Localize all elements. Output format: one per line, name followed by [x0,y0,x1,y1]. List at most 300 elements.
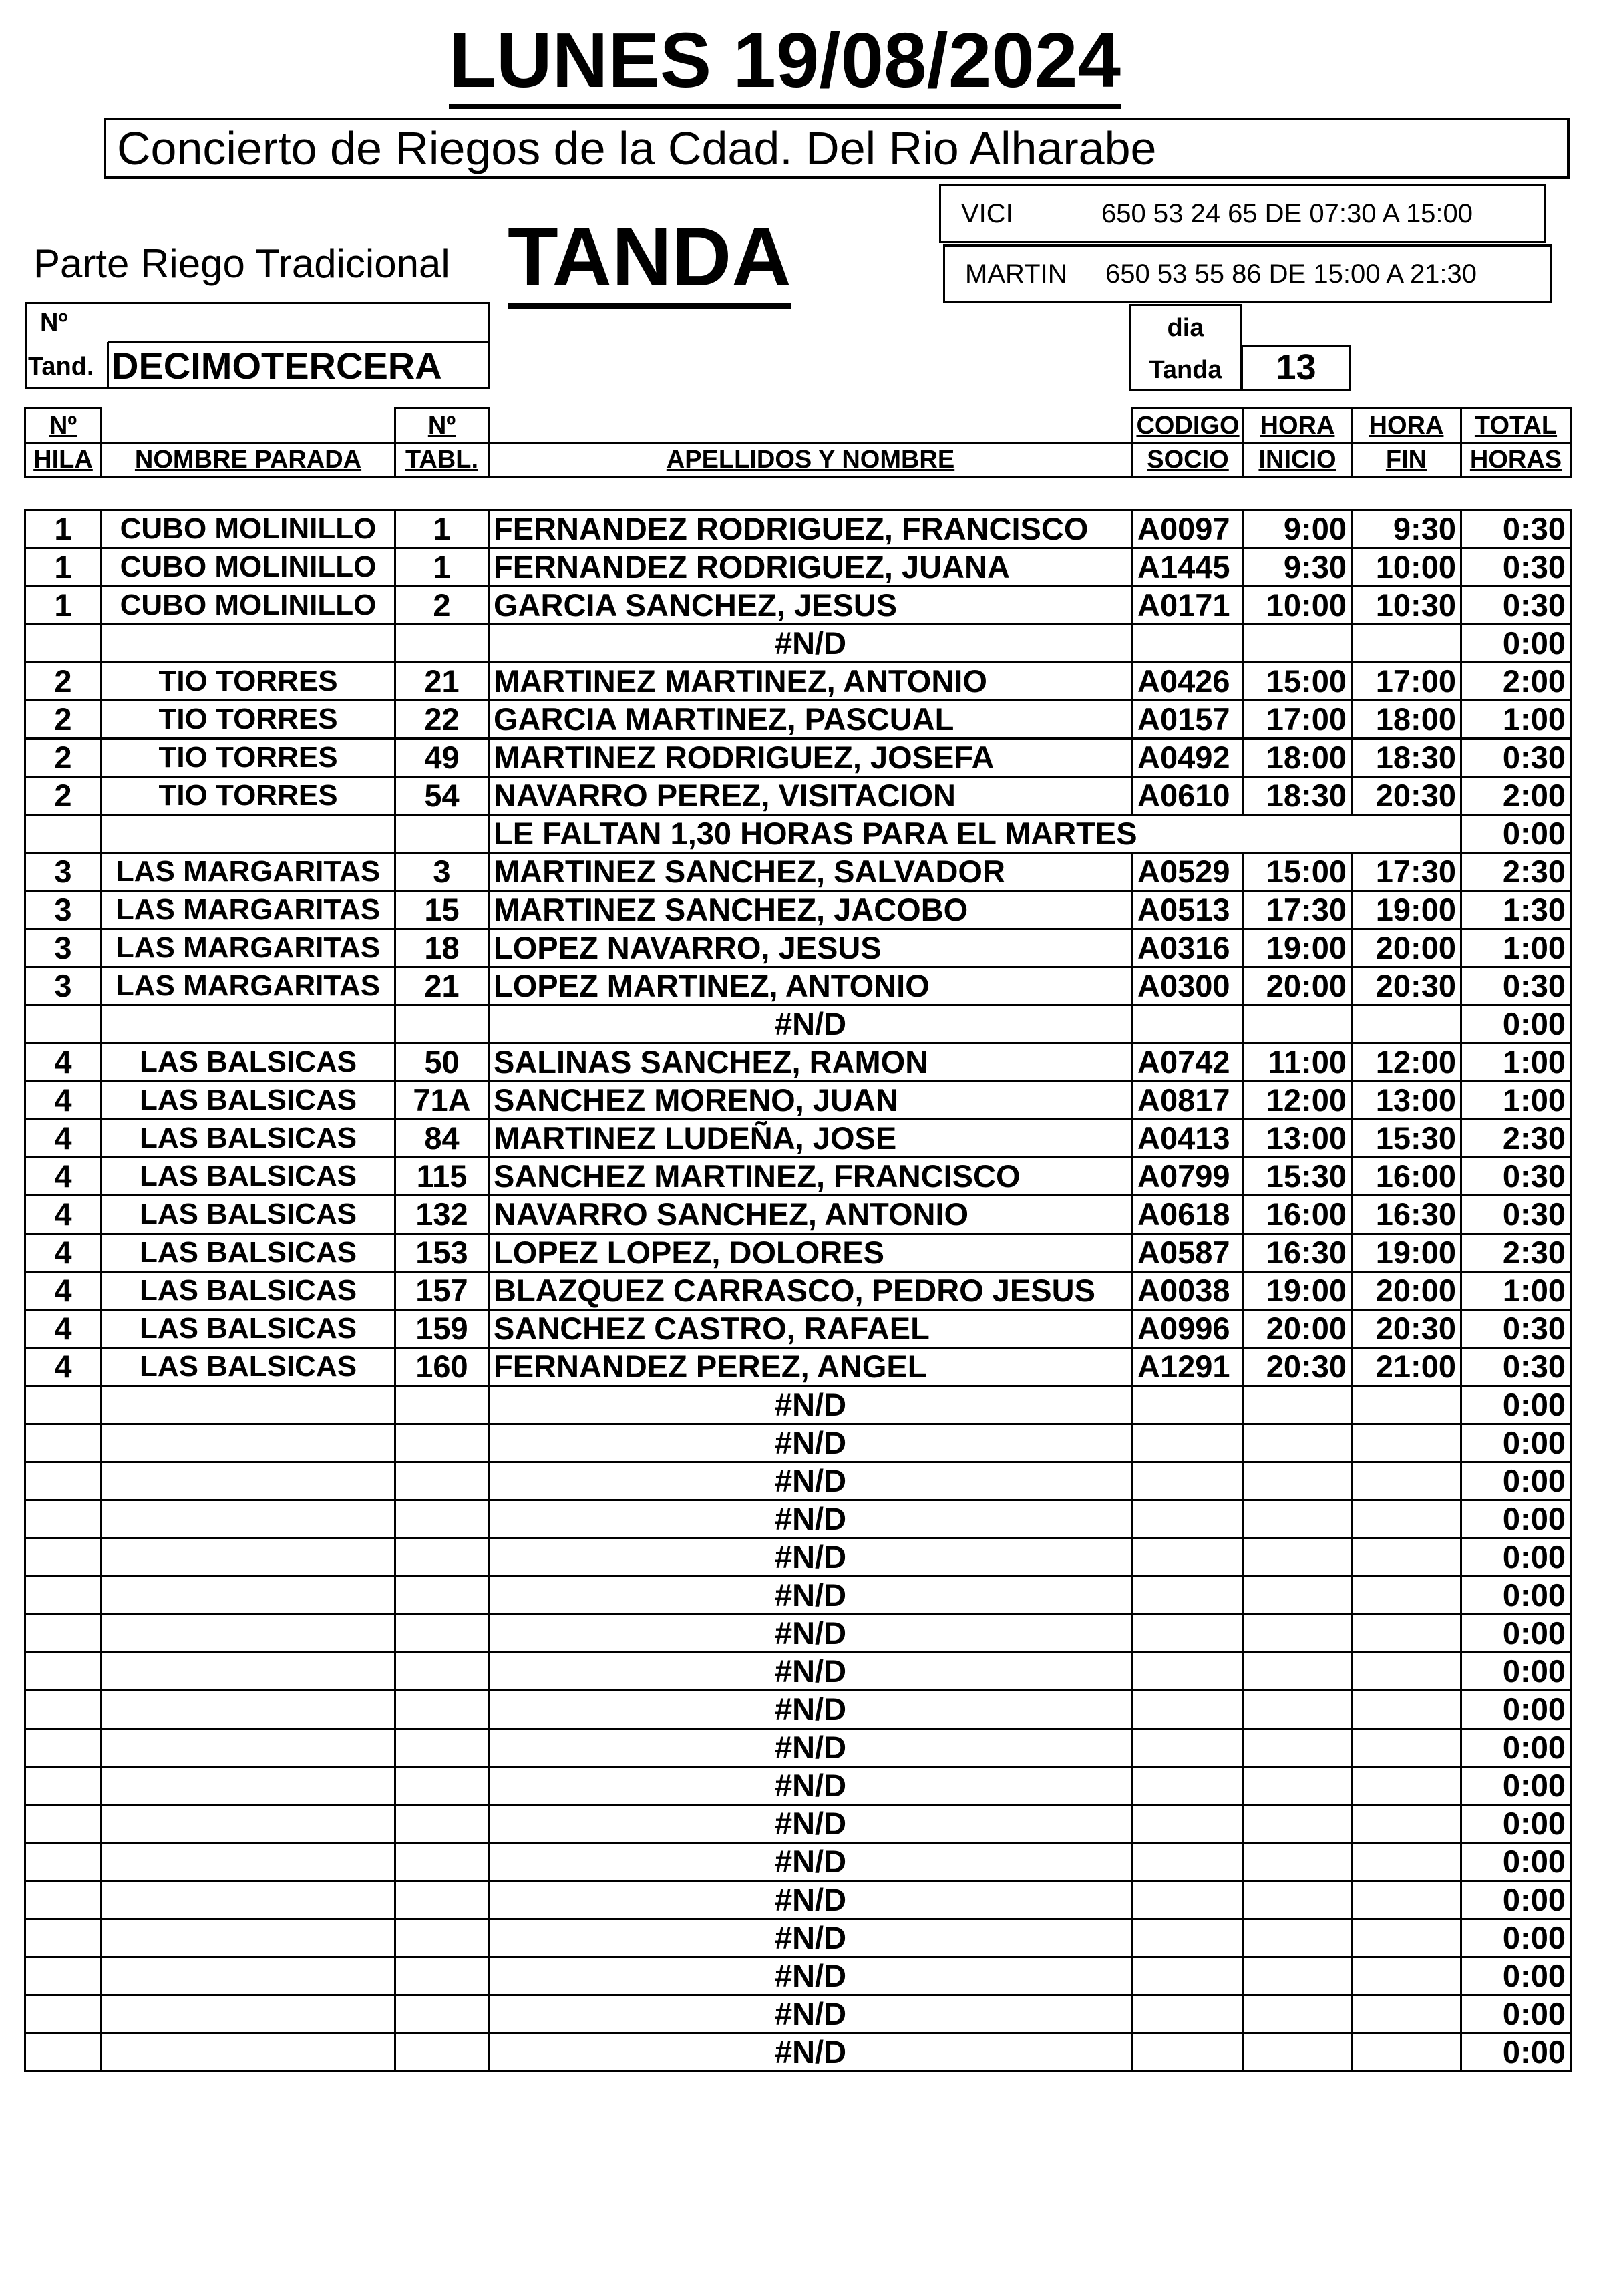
cell-total: 0:30 [1461,1348,1571,1386]
cell-tabl: 50 [395,1043,489,1082]
cell-codigo: A0618 [1133,1196,1244,1234]
cell-tabl: 153 [395,1234,489,1272]
cell-fin [1352,1767,1461,1805]
cell-total: 0:00 [1461,1767,1571,1805]
table-row [25,929,1571,967]
cell-codigo: A0413 [1133,1120,1244,1158]
cell-hila: 4 [25,1158,102,1196]
cell-fin: 10:30 [1352,587,1461,625]
cell-inicio: 15:00 [1244,853,1352,891]
page-title-text: LUNES 19/08/2024 [449,17,1121,109]
cell-hila [25,1843,102,1881]
cell-parada: LAS BALSICAS [102,1196,395,1234]
cell-total: 2:00 [1461,663,1571,701]
cell-parada: LAS BALSICAS [102,1348,395,1386]
table-row [25,1653,1571,1691]
cell-codigo [1133,1386,1244,1424]
cell-codigo [1133,1843,1244,1881]
cell-hila: 2 [25,663,102,701]
cell-inicio: 17:00 [1244,701,1352,739]
cell-hila [25,1615,102,1653]
cell-fin: 18:30 [1352,739,1461,777]
cell-fin: 19:00 [1352,1234,1461,1272]
cell-tabl [395,1843,489,1881]
cell-codigo [1133,1957,1244,1995]
table-row [25,1577,1571,1615]
cell-hila: 4 [25,1272,102,1310]
page-title [421,17,1149,104]
table-row [25,739,1571,777]
cell-inicio [1244,1805,1352,1843]
cell-hila [25,1881,102,1919]
cell-total: 0:00 [1461,1462,1571,1500]
cell-codigo: A0799 [1133,1158,1244,1196]
cell-fin [1352,1957,1461,1995]
cell-fin [1352,1500,1461,1538]
cell-parada [102,1919,395,1957]
cell-total: 0:30 [1461,739,1571,777]
cell-total: 0:00 [1461,1691,1571,1729]
document-subtitle: Parte Riego Tradicional [33,241,450,286]
cell-codigo [1133,1577,1244,1615]
cell-hila: 1 [25,587,102,625]
cell-nombre: #N/D [489,1691,1133,1729]
cell-inicio [1244,1386,1352,1424]
col-codigo-header: SOCIO [1133,443,1244,477]
cell-fin [1352,1881,1461,1919]
cell-hila [25,1538,102,1577]
cell-parada: TIO TORRES [102,777,395,815]
cell-fin [1352,625,1461,663]
col-nombre-spacer [489,409,1133,443]
cell-inicio: 9:00 [1244,510,1352,548]
cell-tabl: 2 [395,587,489,625]
cell-hila: 3 [25,967,102,1005]
cell-tabl: 18 [395,929,489,967]
col-total-header: HORAS [1461,443,1571,477]
cell-codigo [1133,1805,1244,1843]
cell-nombre: #N/D [489,1919,1133,1957]
cell-fin [1352,1386,1461,1424]
table-body [25,510,1571,2072]
cell-nombre: MARTINEZ RODRIGUEZ, JOSEFA [489,739,1133,777]
ntand-divider [108,341,490,343]
table-row [25,1158,1571,1196]
cell-parada: LAS BALSICAS [102,1082,395,1120]
cell-total: 1:30 [1461,891,1571,929]
cell-codigo [1133,1767,1244,1805]
cell-fin: 10:00 [1352,548,1461,587]
table-row [25,1957,1571,1995]
ntand-value: DECIMOTERCERA [112,345,442,387]
cell-inicio [1244,1538,1352,1577]
cell-tabl: 132 [395,1196,489,1234]
cell-parada [102,1462,395,1500]
cell-parada: LAS MARGARITAS [102,929,395,967]
col-codigo-header: CODIGO [1133,409,1244,443]
cell-total: 1:00 [1461,1043,1571,1082]
cell-codigo [1133,2033,1244,2072]
cell-nombre: LOPEZ MARTINEZ, ANTONIO [489,967,1133,1005]
cell-inicio [1244,1653,1352,1691]
cell-tabl: 21 [395,663,489,701]
cell-codigo: A0492 [1133,739,1244,777]
table-row [25,1995,1571,2033]
cell-codigo: A0513 [1133,891,1244,929]
cell-codigo [1133,1729,1244,1767]
table-row [25,1843,1571,1881]
cell-tabl: 160 [395,1348,489,1386]
tanda-heading [508,211,791,303]
cell-parada [102,2033,395,2072]
cell-nombre: #N/D [489,1386,1133,1424]
cell-parada [102,1615,395,1653]
cell-tabl: 159 [395,1310,489,1348]
cell-hila [25,815,102,853]
cell-parada [102,1805,395,1843]
cell-hila [25,1729,102,1767]
cell-tabl: 115 [395,1158,489,1196]
cell-parada [102,1957,395,1995]
cell-total: 0:00 [1461,625,1571,663]
cell-nombre: #N/D [489,2033,1133,2072]
tanda-heading-text: TANDA [508,211,791,309]
cell-total: 1:00 [1461,701,1571,739]
cell-total: 0:00 [1461,1843,1571,1881]
cell-codigo: A0610 [1133,777,1244,815]
cell-total: 2:00 [1461,777,1571,815]
cell-nombre: #N/D [489,1995,1133,2033]
cell-codigo [1133,625,1244,663]
cell-parada [102,1538,395,1577]
table-row [25,1120,1571,1158]
contact-box [943,244,1552,303]
cell-total: 2:30 [1461,1120,1571,1158]
col-parada-header: NOMBRE PARADA [102,443,395,477]
cell-inicio [1244,1577,1352,1615]
cell-tabl [395,1577,489,1615]
cell-fin: 20:30 [1352,1310,1461,1348]
table-row [25,1005,1571,1043]
cell-inicio: 15:00 [1244,663,1352,701]
table-row [25,2033,1571,2072]
cell-nombre: GARCIA MARTINEZ, PASCUAL [489,701,1133,739]
cell-tabl: 54 [395,777,489,815]
cell-fin: 21:00 [1352,1348,1461,1386]
cell-parada [102,1577,395,1615]
cell-codigo [1133,1424,1244,1462]
cell-nombre: FERNANDEZ PEREZ, ANGEL [489,1348,1133,1386]
cell-inicio: 17:30 [1244,891,1352,929]
cell-nombre: SALINAS SANCHEZ, RAMON [489,1043,1133,1082]
cell-nombre: MARTINEZ LUDEÑA, JOSE [489,1120,1133,1158]
cell-fin: 17:00 [1352,663,1461,701]
cell-codigo: A1291 [1133,1348,1244,1386]
cell-total: 0:00 [1461,1538,1571,1577]
cell-codigo: A0426 [1133,663,1244,701]
col-tabl-header: TABL. [395,443,489,477]
cell-codigo: A0996 [1133,1310,1244,1348]
table-row [25,967,1571,1005]
cell-hila: 4 [25,1196,102,1234]
irrigation-table [24,509,1572,2072]
cell-tabl: 84 [395,1120,489,1158]
cell-parada [102,1767,395,1805]
cell-inicio: 20:00 [1244,1310,1352,1348]
cell-codigo [1133,1995,1244,2033]
cell-inicio [1244,1767,1352,1805]
cell-nombre: #N/D [489,1577,1133,1615]
cell-hila [25,1462,102,1500]
cell-fin [1352,1653,1461,1691]
cell-total: 0:00 [1461,1577,1571,1615]
cell-total: 0:30 [1461,1158,1571,1196]
cell-nombre: #N/D [489,625,1133,663]
cell-parada [102,1424,395,1462]
cell-inicio [1244,2033,1352,2072]
cell-parada: LAS BALSICAS [102,1043,395,1082]
table-row [25,1386,1571,1424]
column-headers [24,407,1572,478]
cell-total: 0:00 [1461,1881,1571,1919]
cell-inicio: 13:00 [1244,1120,1352,1158]
table-row [25,548,1571,587]
cell-total: 0:00 [1461,1919,1571,1957]
cell-tabl [395,1767,489,1805]
cell-tabl: 21 [395,967,489,1005]
cell-inicio [1244,1005,1352,1043]
cell-codigo: A0171 [1133,587,1244,625]
cell-nombre: #N/D [489,1424,1133,1462]
cell-nombre: #N/D [489,1005,1133,1043]
cell-inicio: 11:00 [1244,1043,1352,1082]
table-row [25,663,1571,701]
cell-parada [102,1386,395,1424]
cell-hila: 4 [25,1120,102,1158]
ntand-label: Tand. [28,353,94,381]
cell-tabl [395,815,489,853]
cell-tabl: 15 [395,891,489,929]
cell-parada [102,1995,395,2033]
cell-tabl [395,1919,489,1957]
cell-hila: 4 [25,1348,102,1386]
cell-fin: 16:00 [1352,1158,1461,1196]
cell-hila [25,1424,102,1462]
cell-fin [1352,2033,1461,2072]
cell-fin: 9:30 [1352,510,1461,548]
cell-inicio: 18:30 [1244,777,1352,815]
cell-fin: 12:00 [1352,1043,1461,1082]
cell-total: 0:00 [1461,1424,1571,1462]
cell-inicio [1244,1691,1352,1729]
cell-fin [1352,1462,1461,1500]
cell-codigo: A0817 [1133,1082,1244,1120]
cell-total: 0:00 [1461,1653,1571,1691]
cell-fin: 13:00 [1352,1082,1461,1120]
cell-inicio: 19:00 [1244,1272,1352,1310]
cell-inicio [1244,1919,1352,1957]
cell-inicio [1244,1500,1352,1538]
cell-nombre: #N/D [489,1881,1133,1919]
cell-hila [25,1767,102,1805]
cell-fin: 15:30 [1352,1120,1461,1158]
table-row [25,1538,1571,1577]
cell-tabl: 22 [395,701,489,739]
cell-nombre: #N/D [489,1615,1133,1653]
cell-nombre: #N/D [489,1500,1133,1538]
cell-hila [25,1386,102,1424]
cell-parada: LAS BALSICAS [102,1310,395,1348]
cell-inicio: 19:00 [1244,929,1352,967]
cell-total: 2:30 [1461,853,1571,891]
cell-fin [1352,1919,1461,1957]
cell-inicio: 16:30 [1244,1234,1352,1272]
cell-fin [1352,1615,1461,1653]
dia-value: 13 [1276,347,1316,387]
cell-nombre: FERNANDEZ RODRIGUEZ, FRANCISCO [489,510,1133,548]
table-row [25,1615,1571,1653]
cell-fin [1352,1538,1461,1577]
table-row [25,1043,1571,1082]
cell-nombre: #N/D [489,1767,1133,1805]
cell-hila [25,1577,102,1615]
contact-name: VICI [961,199,1013,228]
cell-nombre: SANCHEZ MARTINEZ, FRANCISCO [489,1158,1133,1196]
col-hila-header: HILA [25,443,102,477]
cell-nombre: MARTINEZ MARTINEZ, ANTONIO [489,663,1133,701]
cell-inicio: 16:00 [1244,1196,1352,1234]
cell-parada [102,815,395,853]
cell-total: 0:00 [1461,1615,1571,1653]
cell-hila [25,1005,102,1043]
ntand-label: Nº [40,309,68,337]
cell-fin: 17:30 [1352,853,1461,891]
cell-parada [102,1005,395,1043]
cell-total: 0:30 [1461,967,1571,1005]
cell-nombre: #N/D [489,1462,1133,1500]
col-parada-spacer [102,409,395,443]
cell-fin [1352,1843,1461,1881]
cell-parada: TIO TORRES [102,739,395,777]
table-row [25,1500,1571,1538]
cell-fin: 18:00 [1352,701,1461,739]
cell-codigo [1133,1538,1244,1577]
cell-tabl [395,1881,489,1919]
cell-codigo: A0157 [1133,701,1244,739]
table-row [25,701,1571,739]
cell-nombre: #N/D [489,1957,1133,1995]
cell-inicio [1244,625,1352,663]
cell-parada: LAS BALSICAS [102,1272,395,1310]
cell-parada: LAS MARGARITAS [102,891,395,929]
cell-nombre: #N/D [489,1653,1133,1691]
cell-codigo: A0587 [1133,1234,1244,1272]
cell-parada [102,1843,395,1881]
cell-hila [25,1919,102,1957]
table-row [25,891,1571,929]
cell-nombre: #N/D [489,1805,1133,1843]
cell-total: 0:30 [1461,510,1571,548]
contact-info: 650 53 24 65 DE 07:30 A 15:00 [1101,199,1473,228]
table-row [25,625,1571,663]
table-row [25,1424,1571,1462]
contact-info: 650 53 55 86 DE 15:00 A 21:30 [1105,259,1477,289]
cell-hila [25,1995,102,2033]
cell-tabl [395,1995,489,2033]
cell-hila: 4 [25,1234,102,1272]
cell-nombre: FERNANDEZ RODRIGUEZ, JUANA [489,548,1133,587]
cell-tabl: 1 [395,510,489,548]
cell-tabl [395,2033,489,2072]
cell-tabl: 3 [395,853,489,891]
cell-tabl [395,1653,489,1691]
cell-total: 0:00 [1461,2033,1571,2072]
cell-hila [25,2033,102,2072]
table-row [25,815,1571,853]
cell-parada: CUBO MOLINILLO [102,548,395,587]
cell-parada: TIO TORRES [102,701,395,739]
cell-tabl: 1 [395,548,489,587]
cell-total: 0:30 [1461,587,1571,625]
cell-note: LE FALTAN 1,30 HORAS PARA EL MARTES [489,815,1461,853]
cell-total: 0:30 [1461,548,1571,587]
cell-codigo: A0300 [1133,967,1244,1005]
cell-inicio [1244,1881,1352,1919]
cell-inicio: 20:30 [1244,1348,1352,1386]
table-row [25,1729,1571,1767]
cell-tabl [395,625,489,663]
cell-parada [102,1500,395,1538]
cell-nombre: NAVARRO PEREZ, VISITACION [489,777,1133,815]
cell-parada: TIO TORRES [102,663,395,701]
col-fin-header: HORA [1352,409,1461,443]
cell-hila: 4 [25,1082,102,1120]
table-row [25,1348,1571,1386]
cell-tabl [395,1005,489,1043]
cell-hila [25,625,102,663]
cell-inicio [1244,1995,1352,2033]
cell-fin [1352,1729,1461,1767]
table-row [25,1805,1571,1843]
cell-inicio: 15:30 [1244,1158,1352,1196]
col-total-header: TOTAL [1461,409,1571,443]
table-row [25,1272,1571,1310]
contact-box [939,184,1546,243]
cell-nombre: NAVARRO SANCHEZ, ANTONIO [489,1196,1133,1234]
cell-tabl [395,1615,489,1653]
cell-tabl: 157 [395,1272,489,1310]
cell-fin: 19:00 [1352,891,1461,929]
table-row [25,853,1571,891]
cell-nombre: LOPEZ LOPEZ, DOLORES [489,1234,1133,1272]
table-row [25,1881,1571,1919]
cell-inicio [1244,1729,1352,1767]
cell-inicio: 12:00 [1244,1082,1352,1120]
cell-codigo: A1445 [1133,548,1244,587]
cell-total: 0:00 [1461,815,1571,853]
cell-total: 0:00 [1461,1386,1571,1424]
cell-tabl [395,1538,489,1577]
cell-nombre: MARTINEZ SANCHEZ, SALVADOR [489,853,1133,891]
cell-parada [102,1653,395,1691]
cell-hila [25,1653,102,1691]
cell-codigo: A0097 [1133,510,1244,548]
cell-hila: 2 [25,701,102,739]
cell-fin: 20:30 [1352,777,1461,815]
cell-hila: 1 [25,548,102,587]
cell-codigo [1133,1005,1244,1043]
cell-total: 0:30 [1461,1196,1571,1234]
